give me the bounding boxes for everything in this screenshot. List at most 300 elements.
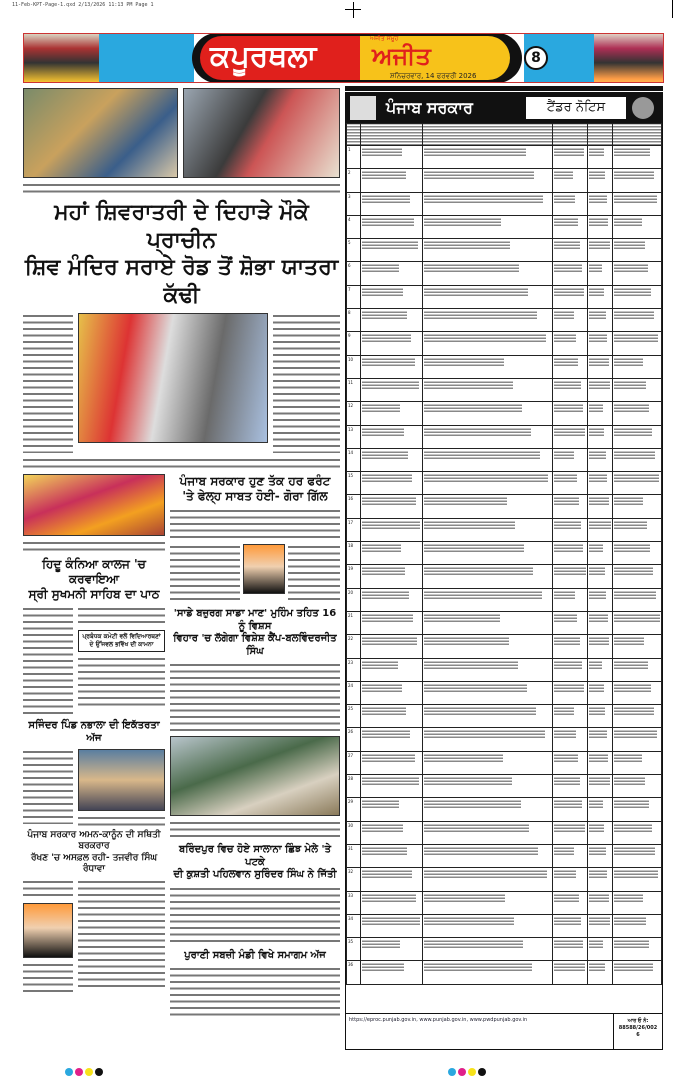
story-text (288, 544, 340, 604)
tender-cell (588, 332, 613, 355)
tender-cell (553, 798, 588, 821)
tender-cell (361, 938, 423, 961)
photo-caption (170, 820, 340, 840)
tender-notice (345, 92, 663, 1050)
tender-row (347, 355, 662, 378)
tender-cell (553, 961, 588, 984)
tender-cell (613, 425, 662, 448)
tender-cell (553, 891, 588, 914)
tender-cell (588, 914, 613, 937)
tender-cell (423, 891, 553, 914)
tender-cell (613, 588, 662, 611)
tender-cell (588, 821, 613, 844)
tender-cell (361, 961, 423, 984)
tender-row (347, 798, 662, 821)
tender-cell (613, 495, 662, 518)
tender-table (346, 123, 662, 985)
serial-number: 16 (347, 495, 361, 518)
tender-cell (361, 681, 423, 704)
serial-number: 34 (347, 914, 361, 937)
tender-cell (588, 402, 613, 425)
tender-cell (423, 868, 553, 891)
tender-cell (613, 681, 662, 704)
serial-number: 26 (347, 728, 361, 751)
tender-row (347, 215, 662, 238)
tender-cell (588, 728, 613, 751)
photo-caption (23, 182, 340, 195)
photo-shobha-yatra (78, 313, 268, 443)
tender-cell (361, 611, 423, 634)
photo-college (23, 474, 165, 536)
tender-cell (588, 705, 613, 728)
serial-number: 31 (347, 844, 361, 867)
serial-number: 32 (347, 868, 361, 891)
tender-cell (613, 378, 662, 401)
headline: ਪੁਰਾਣੀ ਸਬਜ਼ੀ ਮੰਡੀ ਵਿਖੇ ਸਮਾਗਮ ਅੱਜ (184, 949, 326, 961)
tender-cell (423, 728, 553, 751)
tender-cell (613, 705, 662, 728)
serial-number: 35 (347, 938, 361, 961)
tender-cell (361, 355, 423, 378)
tender-cell (553, 262, 588, 285)
serial-number: 4 (347, 215, 361, 238)
tender-row (347, 332, 662, 355)
headline: ਵਿਹਾਰ 'ਚ ਲੱਗੇਗਾ ਵਿਸ਼ੇਸ਼ ਕੈਂਪ-ਬਲਵਿੰਦਰਜੀਤ ਸਿੰਘ (173, 633, 337, 657)
photo-portraits (78, 749, 165, 811)
tender-cell (553, 938, 588, 961)
footer-code: ਆਰ ਓ ਨੰ: 88588/26/0026 (618, 1018, 658, 1038)
tender-cell (361, 146, 423, 169)
tender-cell (361, 751, 423, 774)
tender-cell (423, 565, 553, 588)
tender-cell (613, 775, 662, 798)
tender-row (347, 705, 662, 728)
tender-cell (553, 914, 588, 937)
tender-cell (423, 355, 553, 378)
story-text (23, 749, 73, 824)
tender-cell (588, 775, 613, 798)
tender-row (347, 751, 662, 774)
tender-cell (361, 309, 423, 332)
tender-cell (423, 262, 553, 285)
tender-cell (613, 472, 662, 495)
tender-cell (423, 611, 553, 634)
tender-cell (423, 192, 553, 215)
tender-cell (588, 215, 613, 238)
story-text (23, 962, 73, 992)
tender-row (347, 448, 662, 471)
tender-row (347, 844, 662, 867)
tender-cell (361, 728, 423, 751)
serial-number: 36 (347, 961, 361, 984)
tender-cell (553, 332, 588, 355)
notice-govt: ਪੰਜਾਬ ਸਰਕਾਰ (386, 98, 473, 117)
tender-cell (613, 309, 662, 332)
tender-row (347, 239, 662, 262)
tender-row (347, 518, 662, 541)
footer-links: https://eproc.punjab.gov.in, www.punjab.gov.in, www.pwdpunjab.gov.in (346, 1014, 614, 1049)
tender-cell (553, 472, 588, 495)
tender-cell (553, 215, 588, 238)
tender-cell (613, 565, 662, 588)
photo-wrestling (170, 736, 340, 816)
tender-cell (423, 658, 553, 681)
serial-number: 5 (347, 239, 361, 262)
tender-cell (553, 611, 588, 634)
story-text (78, 656, 165, 706)
tender-row (347, 565, 662, 588)
tagline: ਅਜੀਤ ਸਮੂਹ (370, 35, 399, 42)
tender-cell (423, 215, 553, 238)
serial-number: 6 (347, 262, 361, 285)
tender-cell (588, 938, 613, 961)
tender-cell (423, 472, 553, 495)
story-text (170, 886, 340, 946)
color-registration-bar (65, 1068, 103, 1076)
photo-gora-gill (243, 544, 285, 594)
tender-cell (423, 448, 553, 471)
tender-cell (361, 705, 423, 728)
tender-cell (361, 518, 423, 541)
tender-cell (423, 518, 553, 541)
story-text (23, 606, 73, 716)
issue-date: ਸ਼ਨਿਚਰਵਾਰ, 14 ਫਰਵਰੀ 2026 (390, 72, 477, 80)
tender-cell (613, 285, 662, 308)
tender-cell (553, 705, 588, 728)
tender-cell (553, 565, 588, 588)
masthead (23, 33, 664, 83)
tender-cell (588, 146, 613, 169)
tender-row (347, 914, 662, 937)
serial-number: 2 (347, 169, 361, 192)
tender-cell (423, 588, 553, 611)
serial-number: 3 (347, 192, 361, 215)
notice-footer (346, 1013, 662, 1049)
kanya-callout: ਪ੍ਰਬੰਧਕ ਕਮੇਟੀ ਵਲੋਂ ਵਿਦਿਆਰਥਣਾਂ ਦੇ ਉੱਜਵਲ ਭਵਿੱਖ ਦੀ ਕਾਮਨਾ (78, 630, 165, 652)
tender-row (347, 961, 662, 984)
tender-cell (361, 868, 423, 891)
tender-cell (588, 588, 613, 611)
tender-cell (361, 378, 423, 401)
tender-cell (553, 355, 588, 378)
photo-procession (23, 88, 178, 178)
tender-cell (613, 146, 662, 169)
tender-cell (613, 355, 662, 378)
tender-cell (553, 821, 588, 844)
photo-caption (23, 540, 165, 553)
tender-row (347, 658, 662, 681)
tender-cell (361, 402, 423, 425)
tender-cell (423, 751, 553, 774)
tender-row (347, 472, 662, 495)
tender-cell (588, 169, 613, 192)
tender-cell (553, 239, 588, 262)
story-text (170, 662, 340, 732)
serial-number: 18 (347, 542, 361, 565)
tender-row (347, 611, 662, 634)
tender-cell (588, 611, 613, 634)
tender-cell (613, 192, 662, 215)
tender-cell (361, 914, 423, 937)
photo-gathering (183, 88, 340, 178)
serial-number: 10 (347, 355, 361, 378)
tender-cell (613, 751, 662, 774)
headline: ਦੀ ਕੁਸ਼ਤੀ ਪਹਿਲਵਾਨ ਸੁਰਿੰਦਰ ਸਿੰਘ ਨੇ ਜਿੱਤੀ (173, 869, 337, 880)
tender-cell (553, 285, 588, 308)
serial-number: 17 (347, 518, 361, 541)
story-text (170, 966, 340, 1016)
tender-row (347, 169, 662, 192)
tender-cell (588, 285, 613, 308)
tender-cell (423, 332, 553, 355)
serial-number: 24 (347, 681, 361, 704)
tender-row (347, 542, 662, 565)
tender-cell (423, 635, 553, 658)
tender-cell (588, 751, 613, 774)
tender-cell (423, 169, 553, 192)
tender-cell (423, 495, 553, 518)
page-number: 8 (524, 46, 548, 70)
headline: 'ਸਾਡੇ ਬਜ਼ੁਰਗ ਸਾਡਾ ਮਾਣ' ਮੁਹਿੰਮ ਤਹਿਤ 16 ਨੂੰ ਵਿਸ਼ਸ (173, 608, 337, 632)
tender-cell (423, 914, 553, 937)
tender-row (347, 891, 662, 914)
tender-cell (423, 425, 553, 448)
tender-cell (553, 425, 588, 448)
masthead-photo-left (24, 34, 99, 82)
tender-cell (553, 635, 588, 658)
tender-cell (423, 821, 553, 844)
tender-cell (588, 635, 613, 658)
serial-number: 9 (347, 332, 361, 355)
tender-cell (361, 891, 423, 914)
tender-cell (613, 169, 662, 192)
tender-cell (361, 542, 423, 565)
tender-row (347, 938, 662, 961)
tender-cell (613, 821, 662, 844)
tender-cell (613, 262, 662, 285)
tender-cell (588, 891, 613, 914)
headline: 'ਤੇ ਫੇਲ੍ਹ ਸਾਬਤ ਹੋਈ- ਗੋਰਾ ਗਿੱਲ (182, 489, 328, 503)
tender-row (347, 402, 662, 425)
crop-mark (353, 2, 354, 18)
serial-number: 30 (347, 821, 361, 844)
tender-cell (423, 542, 553, 565)
tender-row (347, 425, 662, 448)
tender-cell (553, 868, 588, 891)
seal-icon (632, 97, 654, 119)
serial-number: 22 (347, 635, 361, 658)
print-slug: 11-Feb-KPT-Page-1.qxd 2/13/2026 11:13 PM Page 1 (12, 2, 154, 8)
tender-row (347, 285, 662, 308)
tender-row (347, 775, 662, 798)
serial-number: 1 (347, 146, 361, 169)
tender-cell (423, 146, 553, 169)
story-text (23, 457, 340, 470)
tender-cell (588, 658, 613, 681)
tender-row (347, 262, 662, 285)
tender-cell (361, 262, 423, 285)
tender-cell (613, 868, 662, 891)
crop-mark (672, 0, 673, 18)
masthead-logo (192, 33, 522, 83)
tender-cell (553, 192, 588, 215)
serial-number: 23 (347, 658, 361, 681)
tender-cell (423, 681, 553, 704)
tender-cell (361, 425, 423, 448)
tender-cell (361, 495, 423, 518)
headline: ਸ਼ਿਵ ਮੰਦਿਰ ਸਰਾਏ ਰੋਡ ਤੋਂ ਸ਼ੋਭਾ ਯਾਤਰਾ ਕੱਢੀ (24, 255, 339, 308)
tender-cell (361, 169, 423, 192)
serial-number: 19 (347, 565, 361, 588)
tender-cell (361, 798, 423, 821)
tender-cell (361, 635, 423, 658)
tender-row (347, 495, 662, 518)
tender-cell (613, 332, 662, 355)
tender-cell (613, 891, 662, 914)
tender-cell (553, 169, 588, 192)
headline: ਪੰਜਾਬ ਸਰਕਾਰ ਹੁਣ ਤੱਕ ਹਰ ਫਰੰਟ (179, 474, 331, 488)
story-text (78, 606, 165, 626)
serial-number: 20 (347, 588, 361, 611)
tender-cell (588, 542, 613, 565)
serial-number: 8 (347, 309, 361, 332)
tender-cell (553, 751, 588, 774)
serial-number: 25 (347, 705, 361, 728)
tender-cell (588, 309, 613, 332)
tender-row (347, 309, 662, 332)
serial-number: 14 (347, 448, 361, 471)
tender-cell (423, 309, 553, 332)
tender-cell (361, 565, 423, 588)
serial-number: 13 (347, 425, 361, 448)
tender-row (347, 146, 662, 169)
tender-cell (553, 728, 588, 751)
tender-cell (588, 518, 613, 541)
headline: ਮਹਾਂ ਸ਼ਿਵਰਾਤਰੀ ਦੇ ਦਿਹਾੜੇ ਮੌਕੇ ਪ੍ਰਾਚੀਨ (54, 200, 309, 253)
serial-number: 33 (347, 891, 361, 914)
tender-cell (423, 938, 553, 961)
tender-cell (553, 309, 588, 332)
tender-cell (588, 565, 613, 588)
tender-cell (423, 705, 553, 728)
tender-cell (553, 658, 588, 681)
serial-number: 28 (347, 775, 361, 798)
tender-cell (613, 844, 662, 867)
tender-cell (553, 775, 588, 798)
tender-row (347, 728, 662, 751)
serial-number: 12 (347, 402, 361, 425)
govt-emblem-icon (350, 96, 376, 120)
tender-cell (588, 448, 613, 471)
tender-cell (553, 518, 588, 541)
serial-number: 15 (347, 472, 361, 495)
tender-row (347, 681, 662, 704)
headline: ਸਜਿੰਦਰ ਪਿੰਡ ਨਭਾਲਾ ਦੀ ਇਕੱਤਰਤਾ ਅੱਜ (28, 720, 160, 744)
serial-number: 11 (347, 378, 361, 401)
tender-cell (613, 542, 662, 565)
tender-cell (553, 378, 588, 401)
tender-cell (588, 355, 613, 378)
tender-cell (613, 658, 662, 681)
tender-cell (361, 448, 423, 471)
tender-cell (361, 332, 423, 355)
tender-cell (423, 402, 553, 425)
tender-cell (361, 588, 423, 611)
tender-cell (553, 588, 588, 611)
tender-cell (553, 146, 588, 169)
tender-cell (588, 239, 613, 262)
tender-row (347, 821, 662, 844)
city-name: ਕਪੂਰਥਲਾ (210, 39, 317, 74)
tender-cell (553, 495, 588, 518)
tender-cell (588, 472, 613, 495)
tender-cell (613, 448, 662, 471)
tender-cell (361, 844, 423, 867)
tender-cell (423, 239, 553, 262)
tender-cell (613, 798, 662, 821)
tender-cell (361, 215, 423, 238)
story-text (23, 313, 73, 453)
tender-cell (588, 961, 613, 984)
tender-cell (613, 402, 662, 425)
tender-cell (361, 239, 423, 262)
tender-cell (613, 518, 662, 541)
serial-number: 29 (347, 798, 361, 821)
tender-row (347, 378, 662, 401)
paper-name: ਅਜੀਤ (372, 42, 431, 70)
color-registration-bar (448, 1068, 486, 1076)
tender-cell (361, 285, 423, 308)
photo-randhawa (23, 903, 73, 958)
tender-cell (553, 402, 588, 425)
tender-cell (588, 868, 613, 891)
masthead-photo-right (594, 34, 664, 82)
story-text (273, 313, 340, 453)
left-news-section (23, 88, 340, 1016)
headline: ਪੰਜਾਬ ਸਰਕਾਰ ਅਮਨ-ਕਾਨੂੰਨ ਦੀ ਸਥਿਤੀ ਬਰਕਰਾਰ (27, 830, 161, 852)
tender-cell (423, 775, 553, 798)
photo-caption (78, 815, 165, 826)
tender-cell (361, 658, 423, 681)
tender-cell (588, 378, 613, 401)
tender-cell (613, 728, 662, 751)
tender-row (347, 192, 662, 215)
tender-row (347, 588, 662, 611)
tender-cell (361, 821, 423, 844)
tender-cell (361, 472, 423, 495)
tender-cell (613, 611, 662, 634)
headline: ਹਿਦੂ ਕੰਨਿਆ ਕਾਲਜ 'ਚ ਕਰਵਾਇਆ (42, 557, 146, 586)
tender-cell (423, 285, 553, 308)
tender-cell (588, 844, 613, 867)
tender-cell (553, 844, 588, 867)
headline: ਸ੍ਰੀ ਸੁਖਮਨੀ ਸਾਹਿਬ ਦਾ ਪਾਠ (28, 587, 160, 601)
tender-row (347, 635, 662, 658)
tender-cell (553, 681, 588, 704)
tender-cell (613, 239, 662, 262)
tender-row (347, 868, 662, 891)
tender-cell (423, 844, 553, 867)
headline: ਰੱਖਣ 'ਚ ਅਸਫ਼ਲ ਰਹੀ- ਤਜਵੀਰ ਸਿੰਘ ਰੰਧਾਵਾ (30, 852, 158, 874)
serial-number: 7 (347, 285, 361, 308)
tender-cell (588, 798, 613, 821)
headline: ਬਰਿੰਦਪੁਰ ਵਿਚ ਹੋਏ ਸਾਲਾਨਾ ਛਿੰਝ ਮੇਲੇ 'ਤੇ ਪਟਕੇ (179, 844, 331, 868)
tender-cell (423, 961, 553, 984)
tender-cell (613, 914, 662, 937)
notice-title: ਟੈਂਡਰ ਨੋਟਿਸ (526, 97, 626, 119)
tender-cell (588, 681, 613, 704)
tender-cell (361, 775, 423, 798)
